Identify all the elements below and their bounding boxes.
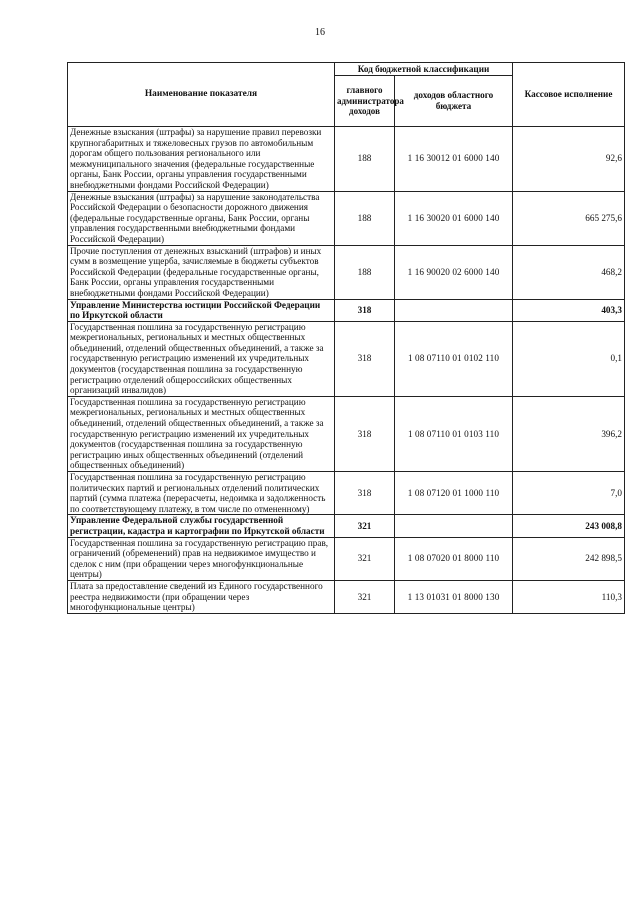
table-header-row xyxy=(68,63,625,76)
header-name: Наименование показателя xyxy=(68,63,335,127)
header-revenue: доходов областного бюджета xyxy=(395,76,513,127)
row-amount: 110,3 xyxy=(513,580,625,613)
table-row xyxy=(68,321,625,396)
table-row xyxy=(68,472,625,515)
row-name: Денежные взыскания (штрафы) за нарушение правил перевозки крупногабаритных и тяжеловесных грузов по автомобильным дорогам общего пользования регионального или межмуниципального значения (федеральные государственные органы, Банк России, органы управления государственными внебюджетными фондами Российской Федерации) xyxy=(68,127,335,192)
table-row xyxy=(68,191,625,245)
row-name: Управление Министерства юстиции Российской Федерации по Иркутской области xyxy=(68,299,335,321)
row-amount: 0,1 xyxy=(513,321,625,396)
header-execution: Кассовое исполнение xyxy=(513,63,625,127)
row-amount: 92,6 xyxy=(513,127,625,192)
row-amount: 242 898,5 xyxy=(513,537,625,580)
row-name: Государственная пошлина за государственную регистрацию межрегиональных, региональных и местных общественных объединений, отделений общественных объединений, а также за государственную регистрацию изменений их учредительных документов (государственная пошлина за государственную регистрацию отделений общероссийских общественных организаций инвалидов) xyxy=(68,321,335,396)
table-row xyxy=(68,127,625,192)
row-admin-code: 318 xyxy=(335,299,395,321)
row-revenue-code: 1 08 07120 01 1000 110 xyxy=(395,472,513,515)
row-admin-code: 318 xyxy=(335,321,395,396)
row-revenue-code: 1 08 07110 01 0103 110 xyxy=(395,396,513,471)
table-row xyxy=(68,580,625,613)
page-number: 16 xyxy=(315,27,325,38)
table-row xyxy=(68,299,625,321)
row-name: Денежные взыскания (штрафы) за нарушение законодательства Российской Федерации о безопасности дорожного движения (федеральные государственные органы, Банк России, органы управления государственными внебюджетными фондами Российской Федерации) xyxy=(68,191,335,245)
row-admin-code: 321 xyxy=(335,580,395,613)
table-row xyxy=(68,245,625,299)
row-amount: 396,2 xyxy=(513,396,625,471)
table-row xyxy=(68,537,625,580)
row-amount: 7,0 xyxy=(513,472,625,515)
row-revenue-code: 1 16 30020 01 6000 140 xyxy=(395,191,513,245)
header-budget-classification: Код бюджетной классификации xyxy=(335,63,513,76)
row-name: Прочие поступления от денежных взысканий (штрафов) и иных сумм в возмещение ущерба, зачисляемые в бюджеты субъектов Российской Федерации (федеральные государственные органы, Банк России, органы управления государственными внебюджетными фондами Российской Федерации) xyxy=(68,245,335,299)
row-name: Государственная пошлина за государственную регистрацию межрегиональных, региональных и местных общественных объединений, отделений общественных объединений, а также за государственную регистрацию изменений их учредительных документов (государственная пошлина за государственную регистрацию иных общественных объединений (отделений общественных объединений) xyxy=(68,396,335,471)
row-name: Плата за предоставление сведений из Единого государственного реестра недвижимости (при обращении через многофункциональные центры) xyxy=(68,580,335,613)
row-revenue-code xyxy=(395,515,513,537)
row-amount: 468,2 xyxy=(513,245,625,299)
table-row xyxy=(68,515,625,537)
row-admin-code: 318 xyxy=(335,396,395,471)
row-name: Государственная пошлина за государственную регистрацию прав, ограничений (обременений) прав на недвижимое имущество и сделок с ним (при обращении через многофункциональные центры) xyxy=(68,537,335,580)
row-admin-code: 321 xyxy=(335,515,395,537)
row-amount: 403,3 xyxy=(513,299,625,321)
budget-table xyxy=(67,62,625,614)
header-admin: главного администратора доходов xyxy=(335,76,395,127)
row-admin-code: 318 xyxy=(335,472,395,515)
row-name: Государственная пошлина за государственную регистрацию политических партий и региональных отделений политических партий (сумма платежа (перерасчеты, недоимка и задолженность по соответствующему платежу, в том числе по отмененному) xyxy=(68,472,335,515)
row-revenue-code xyxy=(395,299,513,321)
row-admin-code: 321 xyxy=(335,537,395,580)
row-admin-code: 188 xyxy=(335,127,395,192)
row-revenue-code: 1 16 90020 02 6000 140 xyxy=(395,245,513,299)
row-revenue-code: 1 16 30012 01 6000 140 xyxy=(395,127,513,192)
row-admin-code: 188 xyxy=(335,245,395,299)
table-row xyxy=(68,396,625,471)
row-admin-code: 188 xyxy=(335,191,395,245)
row-revenue-code: 1 08 07020 01 8000 110 xyxy=(395,537,513,580)
row-amount: 665 275,6 xyxy=(513,191,625,245)
row-amount: 243 008,8 xyxy=(513,515,625,537)
row-revenue-code: 1 08 07110 01 0102 110 xyxy=(395,321,513,396)
row-revenue-code: 1 13 01031 01 8000 130 xyxy=(395,580,513,613)
row-name: Управление Федеральной службы государственной регистрации, кадастра и картографии по Иркутской области xyxy=(68,515,335,537)
table-body xyxy=(68,127,625,614)
